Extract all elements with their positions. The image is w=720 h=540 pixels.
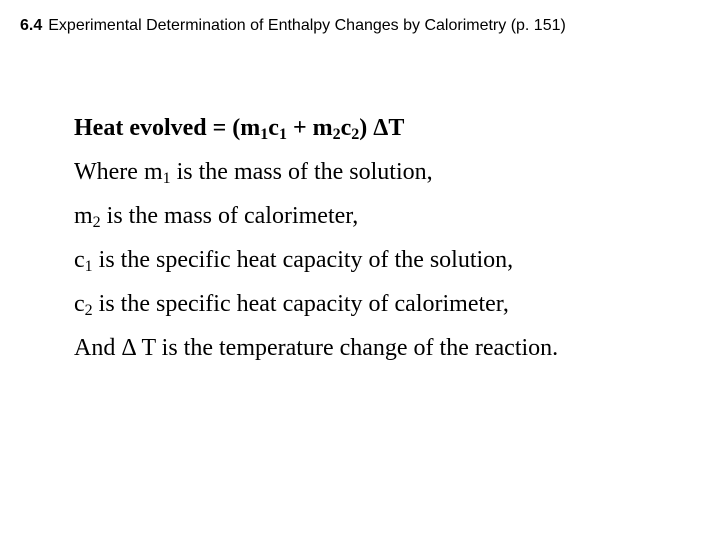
definition-post: is the specific heat capacity of calorimeter, bbox=[92, 291, 509, 317]
slide-header bbox=[20, 16, 566, 36]
definition-pre: Where m bbox=[74, 159, 163, 185]
definition-subscript: 1 bbox=[84, 258, 93, 275]
definition-m2 bbox=[74, 194, 558, 238]
formula-c2: c bbox=[340, 115, 352, 141]
formula-subscript: 2 bbox=[332, 126, 341, 143]
slide-body bbox=[74, 106, 558, 370]
definition-pre: c bbox=[74, 247, 85, 273]
definition-pre: c bbox=[74, 291, 85, 317]
formula-rhs: ) ΔT bbox=[359, 115, 405, 141]
formula-subscript: 1 bbox=[278, 126, 287, 143]
definition-m1 bbox=[74, 150, 558, 194]
definition-c1 bbox=[74, 238, 558, 282]
definition-subscript: 2 bbox=[92, 214, 101, 231]
definition-delta-t bbox=[74, 326, 558, 370]
definition-post: is the mass of the solution, bbox=[170, 159, 433, 185]
definition-pre: And Δ T is the temperature change of the reaction. bbox=[74, 335, 559, 361]
formula-subscript: 2 bbox=[351, 126, 360, 143]
section-title: Experimental Determination of Enthalpy Changes by Calorimetry (p. 151) bbox=[48, 17, 566, 34]
section-number: 6.4 bbox=[20, 17, 43, 34]
definition-c2 bbox=[74, 282, 558, 326]
heat-formula bbox=[74, 106, 558, 150]
definition-post: is the specific heat capacity of the solution, bbox=[92, 247, 514, 273]
formula-subscript: 1 bbox=[260, 126, 269, 143]
formula-lhs: Heat evolved = (m bbox=[74, 115, 261, 141]
formula-c1: c bbox=[268, 115, 279, 141]
definition-subscript: 2 bbox=[84, 302, 93, 319]
formula-plus: + m bbox=[286, 115, 333, 141]
definition-post: is the mass of calorimeter, bbox=[100, 203, 359, 229]
definition-subscript: 1 bbox=[162, 170, 171, 187]
definition-pre: m bbox=[74, 203, 93, 229]
